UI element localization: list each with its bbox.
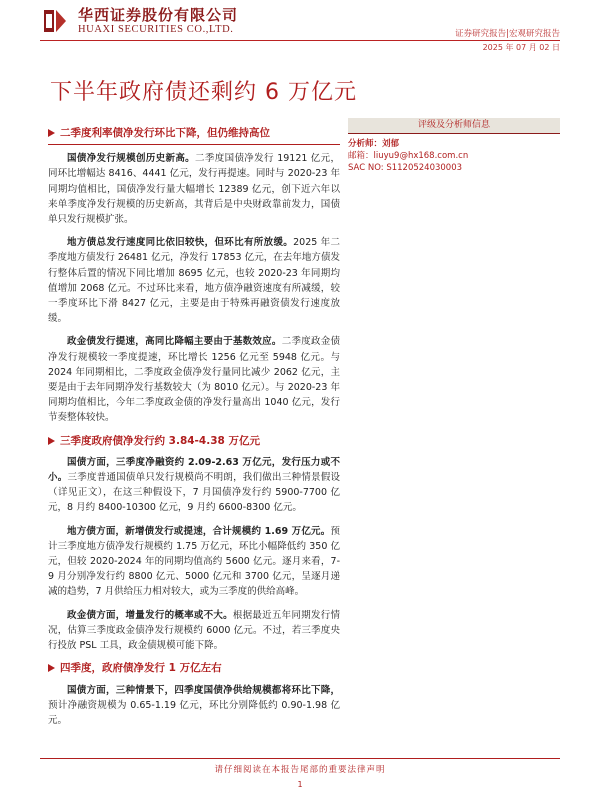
email-label: 邮箱： [348,151,374,161]
header [0,0,600,52]
legal-disclaimer-link[interactable]: 请仔细阅读在本报告尾部的重要法律声明 [214,765,386,775]
paragraph [48,334,340,425]
section-title: 四季度，政府债净发行 1 万亿左右 [48,661,340,676]
paragraph [48,151,340,227]
paragraph-body: 预计净融资规模为 0.65-1.19 亿元，环比分别降低约 0.90-1.98 亿元。 [48,699,340,726]
report-type: 证券研究报告|宏观研究报告 [455,29,560,39]
analyst-label: 分析师： [348,139,383,149]
header-divider [40,40,560,41]
sidebar-heading: 评级及分析师信息 [348,118,560,133]
section [48,661,340,728]
paragraph-body: 根据最近五年同期发行情况，估算三季度政金债净发行规模约 6000 亿元。不过，若三季度央行投放 PSL 工具，政金债规模可能下降。 [48,609,340,652]
paragraph-body: 预计三季度地方债净发行规模约 1.75 万亿元，环比小幅降低约 350 亿元，但较 2020-2024 年的同期均值高约 5600 亿元。逐月来看，7-9 月分别净发行约 8800 亿元、5000 亿元和 3700 亿元，呈逐月递减的趋势，7 月供给压力相对较大，或为三季度的供给高峰。 [48,525,340,598]
main-content [48,126,340,736]
section [48,126,340,426]
company-name-cn: 华西证券股份有限公司 [78,6,239,24]
paragraph [48,608,340,654]
company-name-en: HUAXI SECURITIES CO.,LTD. [78,24,234,35]
paragraph [48,455,340,516]
sidebar [348,118,560,174]
analyst-email-link[interactable]: liuyu9@hx168.com.cn [373,151,469,161]
paragraph-body: 二季度国债净发行 19121 亿元，同环比增幅达 8416、4441 亿元，发行再提速。同时与 2020-23 年同期均值相比，国债净发行量大幅增长 12389 亿元，创下近六年以来单季度净发行规模的历史新高，其背后是中央财政靠前发力，国债单只发行规模扩张。 [48,153,340,226]
paragraph [48,524,340,600]
analyst-info [348,138,560,174]
page-title: 下半年政府债还剩约 6 万亿元 [50,79,357,105]
page-number: 1 [297,780,303,789]
paragraph [48,235,340,326]
paragraph-body: 2025 年二季度地方债发行 26481 亿元，净发行 17853 亿元，在去年地方债发行整体后置的情况下同比增加 8695 亿元，也较 2020-23 年同期均值增加 2068 亿元。不过环比来看，地方债净融资速度有所减缓，较一季度环比下滑 8427 亿元，主要是由于特殊再融资债发行速度放缓。 [48,237,340,325]
paragraph-lead: 国债净发行规模创历史新高。 [67,153,196,165]
paragraph-body: 二季度政金债净发行规模较一季度提速，环比增长 1256 亿元至 5948 亿元。与 2024 年同期相比，二季度政金债净发行量同比减少 2062 亿元，主要是由于去年同期净发行基数较大（为 8010 亿元）。与 2020-23 年同期均值相比，今年二季度政金债的净发行量高出 1040 亿元，发行节奏整体较快。 [48,336,340,424]
report-date: 2025 年 07 月 02 日 [482,43,560,52]
section [48,434,340,654]
sac-label: SAC NO: [348,163,384,173]
section-divider [48,144,340,145]
footer-divider [40,758,560,759]
paragraph [48,683,340,729]
sidebar-divider [348,133,560,134]
paragraph-lead: 地方债总发行速度同比依旧较快，但环比有所放缓。 [67,237,294,249]
paragraph-lead: 国债方面，三种情景下，四季度国债净供给规模都将环比下降， [67,684,340,696]
paragraph-body: 三季度普通国债单只发行规模尚不明朗，我们做出三种情景假设（详见正文），在这三种假设下，7 月国债净发行约 5900-7700 亿元，8 月约 8400-10300 亿元，9 月约 6600-8300 亿元。 [48,472,340,514]
section-title: 二季度利率债净发行环比下降，但仍维持高位 [48,126,340,141]
paragraph-lead: 地方债方面，新增债发行或提速，合计规模约 1.69 万亿元。 [67,525,331,537]
sac-number: S1120524030003 [386,163,463,173]
analyst-name: 刘郁 [382,139,400,149]
huaxi-logo-icon [40,6,70,36]
section-title: 三季度政府债净发行约 3.84-4.38 万亿元 [48,434,340,449]
paragraph-lead: 国债方面，三季度净融资约 2.09-2.63 万亿元，发行压力或不小。 [48,456,340,484]
paragraph-lead: 政金债方面，增量发行的概率或不大。 [67,609,233,621]
paragraph-lead: 政金债发行提速，高同比降幅主要由于基数效应。 [67,336,282,348]
